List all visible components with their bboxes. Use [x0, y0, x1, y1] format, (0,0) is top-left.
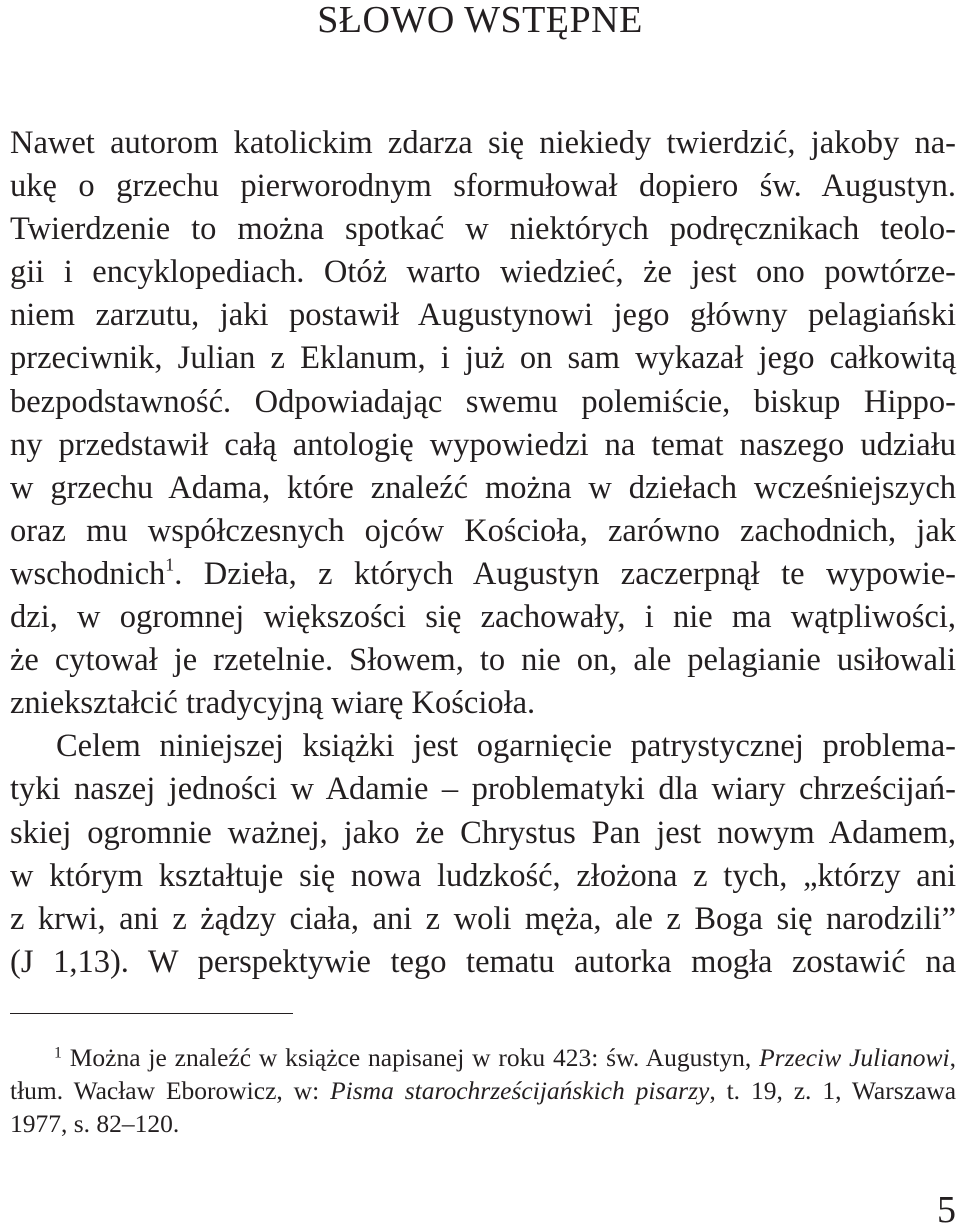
text-line: ukę o grzechu pierworodnym sformułował dopiero św. Augustyn.	[10, 168, 956, 205]
text-line: bezpodstawność. Odpowiadając swemu polemiście, biskup Hippo-	[10, 383, 956, 420]
main-text	[10, 122, 956, 984]
text-line: niem zarzutu, jaki postawił Augustynowi jego główny pelagiański	[10, 297, 956, 334]
footnote-divider	[10, 1013, 293, 1014]
text-line: ny przedstawił całą antologię wypowiedzi na temat naszego udziału	[10, 426, 956, 463]
footnote-book-title: Przeciw Julianowi	[759, 1043, 950, 1072]
paragraph-1	[10, 122, 956, 725]
text-line: (J 1,13). W perspektywie tego tematu autorka mogła zostawić na	[10, 943, 956, 980]
text-line: dzi, w ogromnej większości się zachowały, i nie ma wątpliwości,	[10, 599, 956, 636]
text-line: z krwi, ani z żądzy ciała, ani z woli męża, ale z Boga się narodzili”	[10, 900, 956, 937]
footnote-mark: 1	[54, 1044, 62, 1062]
text-line: tyki naszej jedności w Adamie – problematyki dla wiary chrześcijań-	[10, 771, 956, 808]
paragraph-2	[10, 725, 956, 984]
footnote-reference[interactable]: 1	[165, 554, 175, 575]
text-line: skiej ogromnie ważnej, jako że Chrystus Pan jest nowym Adamem,	[10, 814, 956, 851]
footnote-text: Można je znaleźć w książce napisanej w roku 423: św. Augustyn,	[69, 1043, 760, 1072]
text-line-with-footnote	[10, 553, 956, 596]
text-line: że cytował je rzetelnie. Słowem, to nie on, ale pelagianie usiłowali	[10, 642, 956, 679]
footnote-text: , t. 19, z. 1, Warszawa 1977, s. 82–120.	[10, 1076, 957, 1138]
text-line: zniekształcić tradycyjną wiarę Kościoła.	[10, 685, 536, 722]
text-line: w grzechu Adama, które znaleźć można w dziełach wcześniejszych	[10, 469, 956, 506]
text-fragment: wschodnich	[10, 555, 166, 592]
text-line: Twierdzenie to można spotkać w niektórych podręcznikach teolo-	[10, 211, 956, 248]
text-line: Nawet autorom katolickim zdarza się niekiedy twierdzić, jakoby na-	[10, 125, 956, 161]
footnote-series-title: Pisma starochrześcijańskich pisarzy	[330, 1076, 710, 1105]
text-line: Celem niniejszej książki jest ogarnięcie patrystycznej problema-	[56, 728, 956, 765]
footnote-1	[10, 1041, 956, 1140]
page-title: SŁOWO WSTĘPNE	[317, 0, 643, 41]
text-line: w którym kształtuje się nowa ludzkość, złożona z tych, „którzy ani	[10, 857, 956, 894]
text-line: gii i encyklopediach. Otóż warto wiedzieć, że jest ono powtórze-	[10, 254, 956, 291]
footnote-text: , tłum. Wacław Eborowicz, w:	[10, 1043, 957, 1105]
text-line: przeciwnik, Julian z Eklanum, i już on sam wykazał jego całkowitą	[10, 340, 956, 377]
page-number: 5	[937, 1189, 956, 1231]
text-fragment: . Dzieła, z których Augustyn zaczerpnął te wypowie-	[174, 555, 956, 592]
footnotes-section	[10, 1041, 956, 1140]
text-line: oraz mu współczesnych ojców Kościoła, zarówno zachodnich, jak	[10, 512, 956, 549]
